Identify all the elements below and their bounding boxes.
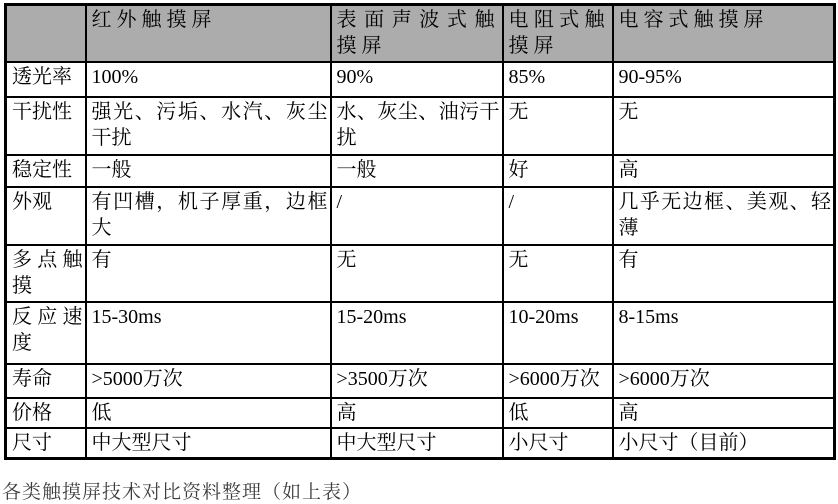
table-cell: / bbox=[331, 187, 503, 245]
table-cell: 小尺寸 bbox=[503, 428, 613, 459]
table-row-size bbox=[6, 428, 835, 459]
table-cell: / bbox=[503, 187, 613, 245]
table-cell: >6000万次 bbox=[503, 364, 613, 398]
row-label: 反应速度 bbox=[6, 302, 86, 364]
table-cell: 90-95% bbox=[613, 62, 835, 97]
header-cell-infrared: 红外触摸屏 bbox=[86, 5, 331, 62]
table-cell: 有 bbox=[613, 245, 835, 302]
row-label: 透光率 bbox=[6, 62, 86, 97]
table-cell: 中大型尺寸 bbox=[331, 428, 503, 459]
table-cell: >6000万次 bbox=[613, 364, 835, 398]
table-cell: 有 bbox=[86, 245, 331, 302]
table-cell: 中大型尺寸 bbox=[86, 428, 331, 459]
table-cell: 无 bbox=[503, 245, 613, 302]
row-label: 外观 bbox=[6, 187, 86, 245]
clipped-caption-text: 各类触摸屏技术对比资料整理（如上表） bbox=[2, 482, 363, 503]
page bbox=[0, 3, 838, 503]
header-cell-capacitive: 电容式触摸屏 bbox=[613, 5, 835, 62]
table-row-transmittance bbox=[6, 62, 835, 97]
table-cell: 几乎无边框、美观、轻薄 bbox=[613, 187, 835, 245]
touchscreen-comparison-table bbox=[4, 3, 836, 460]
table-row-lifespan bbox=[6, 364, 835, 398]
table-cell: 90% bbox=[331, 62, 503, 97]
header-cell-saw: 表面声波式触摸屏 bbox=[331, 5, 503, 62]
table-cell: >3500万次 bbox=[331, 364, 503, 398]
table-cell: 无 bbox=[503, 97, 613, 155]
table-cell: 一般 bbox=[331, 155, 503, 187]
table-cell: 100% bbox=[86, 62, 331, 97]
table-cell: 15-20ms bbox=[331, 302, 503, 364]
row-label: 多点触摸 bbox=[6, 245, 86, 302]
table-row-response-speed bbox=[6, 302, 835, 364]
table-cell: 85% bbox=[503, 62, 613, 97]
table-cell: 10-20ms bbox=[503, 302, 613, 364]
row-label: 干扰性 bbox=[6, 97, 86, 155]
header-cell-resistive: 电阻式触摸屏 bbox=[503, 5, 613, 62]
table-cell: 水、灰尘、油污干扰 bbox=[331, 97, 503, 155]
table-cell: 无 bbox=[331, 245, 503, 302]
table-row-interference bbox=[6, 97, 835, 155]
row-label: 价格 bbox=[6, 398, 86, 428]
row-label: 尺寸 bbox=[6, 428, 86, 459]
table-cell: 好 bbox=[503, 155, 613, 187]
header-cell-empty bbox=[6, 5, 86, 62]
header-row bbox=[6, 5, 835, 62]
table-cell: 无 bbox=[613, 97, 835, 155]
table-cell: 有凹槽，机子厚重，边框大 bbox=[86, 187, 331, 245]
table-cell: 强光、污垢、水汽、灰尘干扰 bbox=[86, 97, 331, 155]
table-cell: 低 bbox=[86, 398, 331, 428]
table-cell: 高 bbox=[613, 155, 835, 187]
table-cell: 高 bbox=[613, 398, 835, 428]
row-label: 寿命 bbox=[6, 364, 86, 398]
table-cell: 15-30ms bbox=[86, 302, 331, 364]
table-row-appearance bbox=[6, 187, 835, 245]
table-row-multitouch bbox=[6, 245, 835, 302]
table-cell: 8-15ms bbox=[613, 302, 835, 364]
table-cell: 高 bbox=[331, 398, 503, 428]
row-label: 稳定性 bbox=[6, 155, 86, 187]
table-cell: 低 bbox=[503, 398, 613, 428]
clipped-caption bbox=[2, 482, 422, 503]
table-cell: 一般 bbox=[86, 155, 331, 187]
table-row-stability bbox=[6, 155, 835, 187]
table-row-price bbox=[6, 398, 835, 428]
table-cell: 小尺寸（目前） bbox=[613, 428, 835, 459]
table-cell: >5000万次 bbox=[86, 364, 331, 398]
